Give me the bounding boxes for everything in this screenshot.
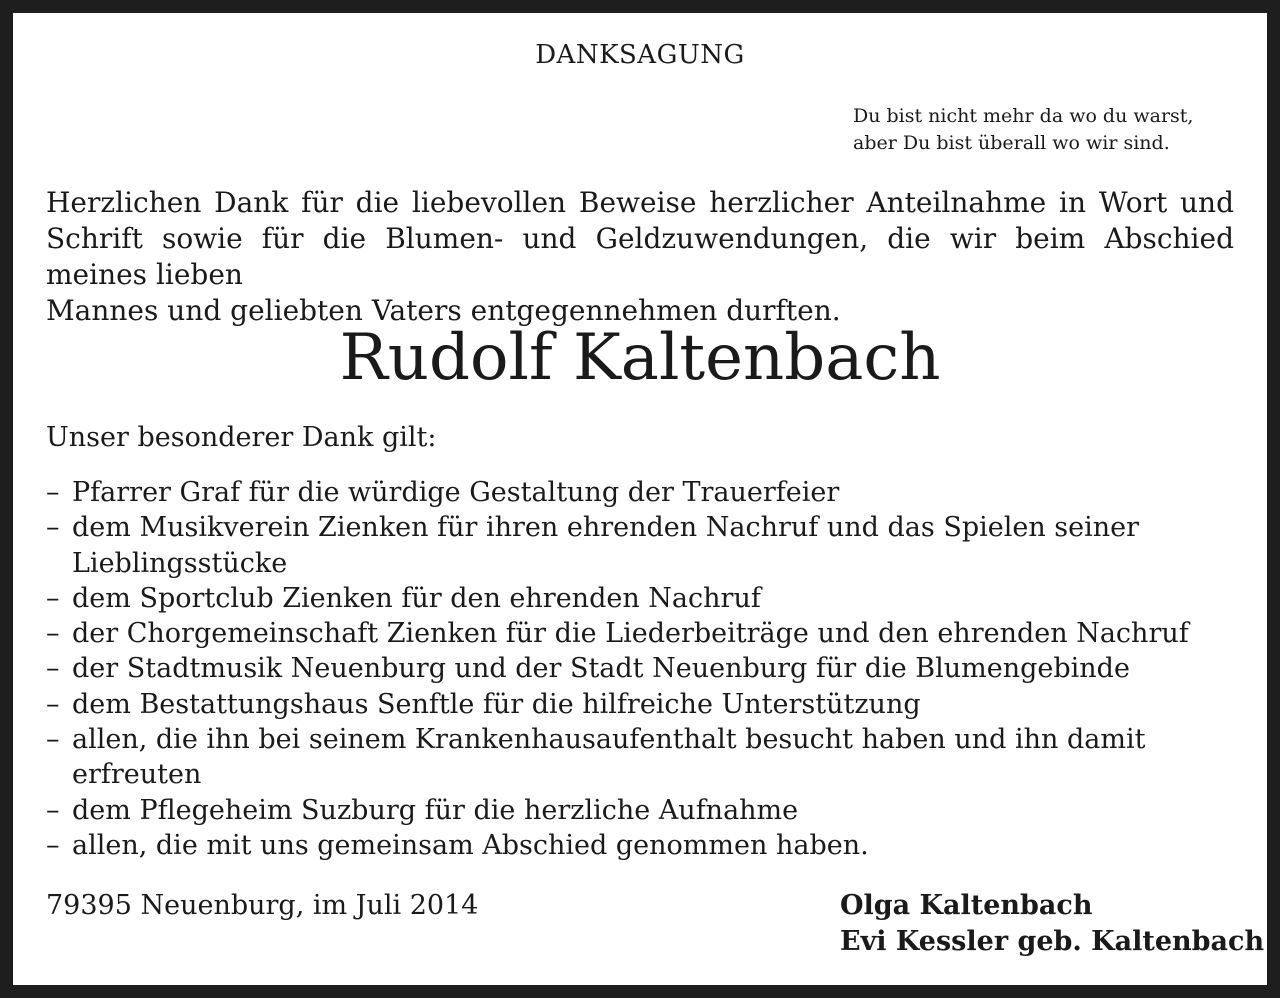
thanks-item-text: dem Pflegeheim Suzburg für die herzliche Aufnahme xyxy=(72,794,799,826)
thanks-item xyxy=(46,687,1236,722)
thanks-item xyxy=(46,581,1236,616)
motto-line-1: Du bist nicht mehr da wo du warst, xyxy=(853,105,1194,127)
deceased-name: Rudolf Kaltenbach xyxy=(339,321,941,395)
thanks-item xyxy=(46,828,1236,863)
thanks-item-text: der Chorgemeinschaft Zienken für die Liederbeiträge und den ehrenden Nachruf xyxy=(72,618,1189,650)
dash-bullet: – xyxy=(46,512,60,544)
notice-heading: DANKSAGUNG xyxy=(535,40,745,70)
intro-text: Herzlichen Dank für die liebevollen Beweise herzlicher Anteilnahme in Wort und Schrift sowie für die Blumen- und Geldzuwendungen, die wir beim Abschied meines lieben xyxy=(46,186,1234,291)
dash-bullet: – xyxy=(46,582,60,614)
intro-paragraph xyxy=(46,185,1234,329)
thanks-item xyxy=(46,510,1236,581)
thanks-item xyxy=(46,722,1236,793)
dash-bullet: – xyxy=(46,794,60,826)
special-thanks-heading: Unser besonderer Dank gilt: xyxy=(46,422,437,453)
dash-bullet: – xyxy=(46,829,60,861)
dash-bullet: – xyxy=(46,688,60,720)
thanks-item-text: dem Sportclub Zienken für den ehrenden Nachruf xyxy=(72,582,761,614)
thanks-list xyxy=(46,475,1236,863)
thanks-item-text: Pfarrer Graf für die würdige Gestaltung der Trauerfeier xyxy=(72,477,840,508)
intro-last-line: Mannes und geliebten Vaters entgegennehmen durften. xyxy=(46,294,841,327)
dash-bullet: – xyxy=(46,477,60,508)
thanks-item-text: allen, die ihn bei seinem Krankenhausaufenthalt besucht haben und ihn damit xyxy=(72,724,1146,756)
place-date: 79395 Neuenburg, im Juli 2014 xyxy=(46,890,479,921)
thanks-item-text: dem Musikverein Zienken für ihren ehrenden Nachruf und das Spielen seiner xyxy=(72,512,1140,544)
motto-quote xyxy=(853,103,1253,157)
thanks-item-continuation: erfreuten xyxy=(72,759,202,791)
dash-bullet: – xyxy=(46,724,60,756)
thanks-item xyxy=(46,651,1236,686)
thanks-item xyxy=(46,475,1236,510)
thanks-item-text: dem Bestattungshaus Senftle für die hilfreiche Unterstützung xyxy=(72,688,921,720)
thanks-item-text: der Stadtmusik Neuenburg und der Stadt Neuenburg für die Blumengebinde xyxy=(72,653,1130,685)
thanks-item xyxy=(46,616,1236,651)
thanks-item-text: allen, die mit uns gemeinsam Abschied genommen haben. xyxy=(72,829,869,861)
signer-name: Olga Kaltenbach xyxy=(840,890,1093,921)
thanks-item-continuation: Lieblingsstücke xyxy=(72,547,288,579)
signer-name: Evi Kessler geb. Kaltenbach xyxy=(840,926,1265,957)
thanks-item xyxy=(46,793,1236,828)
motto-line-2: aber Du bist überall wo wir sind. xyxy=(853,132,1170,154)
dash-bullet: – xyxy=(46,653,60,685)
dash-bullet: – xyxy=(46,618,60,650)
signers xyxy=(840,888,1264,960)
